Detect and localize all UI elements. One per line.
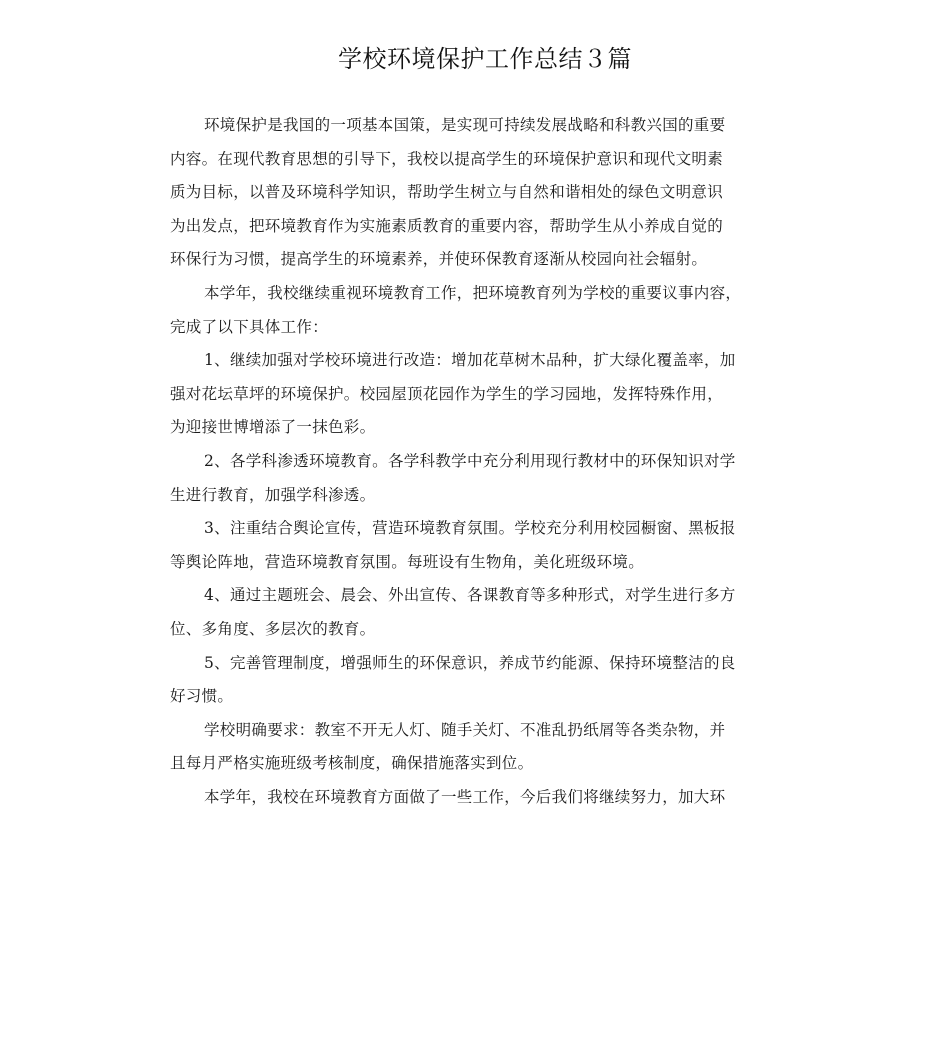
paragraph-line: 完成了以下具体工作： xyxy=(170,317,329,336)
document-body xyxy=(170,109,790,814)
paragraph-line: 本学年，我校继续重视环境教育工作，把环境教育列为学校的重要议事内容， xyxy=(204,283,742,302)
paragraph-line: 且每月严格实施班级考核制度，确保措施落实到位。 xyxy=(170,754,534,773)
paragraph-line: 5、完善管理制度，增强师生的环保意识，养成节约能源、保持环境整洁的良 xyxy=(204,653,736,672)
paragraph-line: 环境保护是我国的一项基本国策，是实现可持续发展战略和科教兴国的重要 xyxy=(204,116,726,134)
paragraph-line: 生进行教育，加强学科渗透。 xyxy=(170,485,376,504)
paragraph-line: 质为目标，以普及环境科学知识，帮助学生树立与自然和谐相处的绿色文明意识 xyxy=(170,183,724,202)
paragraph-line: 为迎接世博增添了一抹色彩。 xyxy=(170,418,376,437)
paragraph-line: 本学年，我校在环境教育方面做了一些工作，今后我们将继续努力，加大环 xyxy=(204,787,726,806)
paragraph-line: 1、继续加强对学校环境进行改造：增加花草树木品种，扩大绿化覆盖率，加 xyxy=(204,351,736,370)
paragraph-line: 等舆论阵地，营造环境教育氛围。每班设有生物角，美化班级环境。 xyxy=(170,552,645,571)
paragraph-line: 3、注重结合舆论宣传，营造环境教育氛围。学校充分利用校园橱窗、黑板报 xyxy=(204,519,736,538)
paragraph-line: 环保行为习惯，提高学生的环境素养，并使环保教育逐渐从校园向社会辐射。 xyxy=(170,250,708,269)
paragraph-line: 4、通过主题班会、晨会、外出宣传、各课教育等多种形式，对学生进行多方 xyxy=(204,586,736,605)
document-title: 学校环境保护工作总结３篇 xyxy=(338,45,632,73)
paragraph-line: 为出发点，把环境教育作为实施素质教育的重要内容，帮助学生从小养成自觉的 xyxy=(170,216,724,235)
paragraph-line: 内容。在现代教育思想的引导下，我校以提高学生的环境保护意识和现代文明素 xyxy=(170,149,724,168)
paragraph-line: 好习惯。 xyxy=(170,687,234,706)
paragraph-line: 位、多角度、多层次的教育。 xyxy=(170,619,376,638)
paragraph-line: 学校明确要求：教室不开无人灯、随手关灯、不准乱扔纸屑等各类杂物，并 xyxy=(204,720,726,739)
paragraph-line: 2、各学科渗透环境教育。各学科教学中充分利用现行教材中的环保知识对学 xyxy=(204,451,736,470)
paragraph-line: 强对花坛草坪的环境保护。校园屋顶花园作为学生的学习园地，发挥特殊作用， xyxy=(170,384,724,403)
